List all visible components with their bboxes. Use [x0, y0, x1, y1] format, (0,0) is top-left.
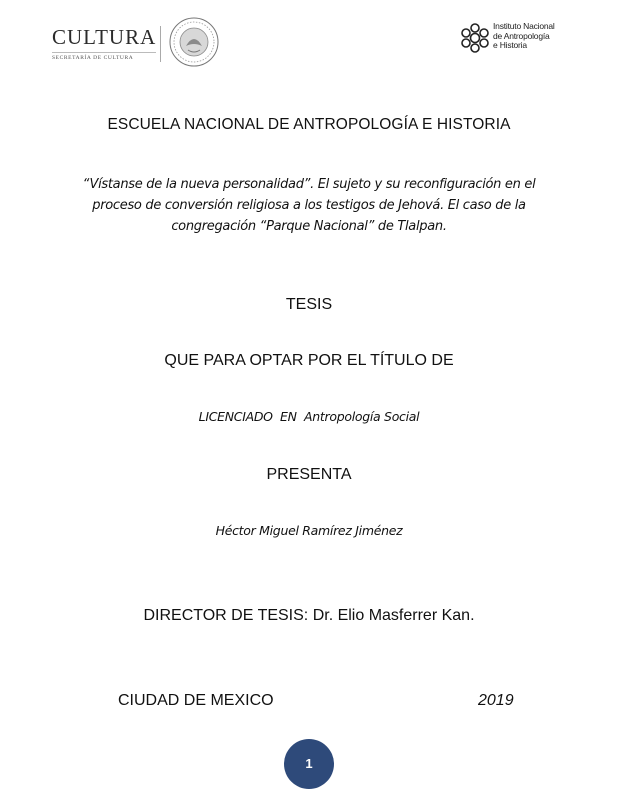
- city-name: CIUDAD DE MEXICO: [118, 692, 274, 709]
- thesis-title-line-1: “Vístanse de la nueva personalidad”. El sujeto y su reconfiguración en el: [82, 177, 536, 192]
- thesis-director: DIRECTOR DE TESIS: Dr. Elio Masferrer Kan.: [143, 607, 475, 624]
- page-header: [0, 0, 618, 80]
- inah-emblem-icon: [459, 22, 491, 54]
- degree-statement: QUE PARA OPTAR POR EL TÍTULO DE: [164, 352, 454, 369]
- tesis-heading: TESIS: [285, 296, 333, 313]
- cultura-subtitle: SECRETARÍA DE CULTURA: [52, 52, 156, 61]
- cultura-logo: [52, 26, 156, 61]
- cultura-wordmark: CULTURA: [52, 25, 157, 49]
- thesis-title-line-3: congregación “Parque Nacional” de Tlalpan.: [171, 219, 447, 234]
- inah-line-3: e Historia: [493, 40, 527, 50]
- inah-line-1: Instituto Nacional: [493, 21, 555, 31]
- author-name: Héctor Miguel Ramírez Jiménez: [215, 523, 403, 538]
- degree-title: LICENCIADO EN Antropología Social: [198, 409, 420, 424]
- school-name: ESCUELA NACIONAL DE ANTROPOLOGÍA E HISTORIA: [107, 116, 511, 133]
- logo-divider: [160, 26, 161, 62]
- page-number-badge: 1: [284, 739, 334, 789]
- presenta-heading: PRESENTA: [266, 466, 352, 483]
- national-seal-icon: [168, 16, 220, 68]
- inah-line-2: de Antropología: [493, 30, 550, 41]
- year: 2019: [478, 692, 514, 709]
- inah-name: [493, 22, 573, 51]
- thesis-title: [60, 174, 558, 237]
- thesis-title-line-2: proceso de conversión religiosa a los testigos de Jehová. El caso de la: [92, 198, 526, 213]
